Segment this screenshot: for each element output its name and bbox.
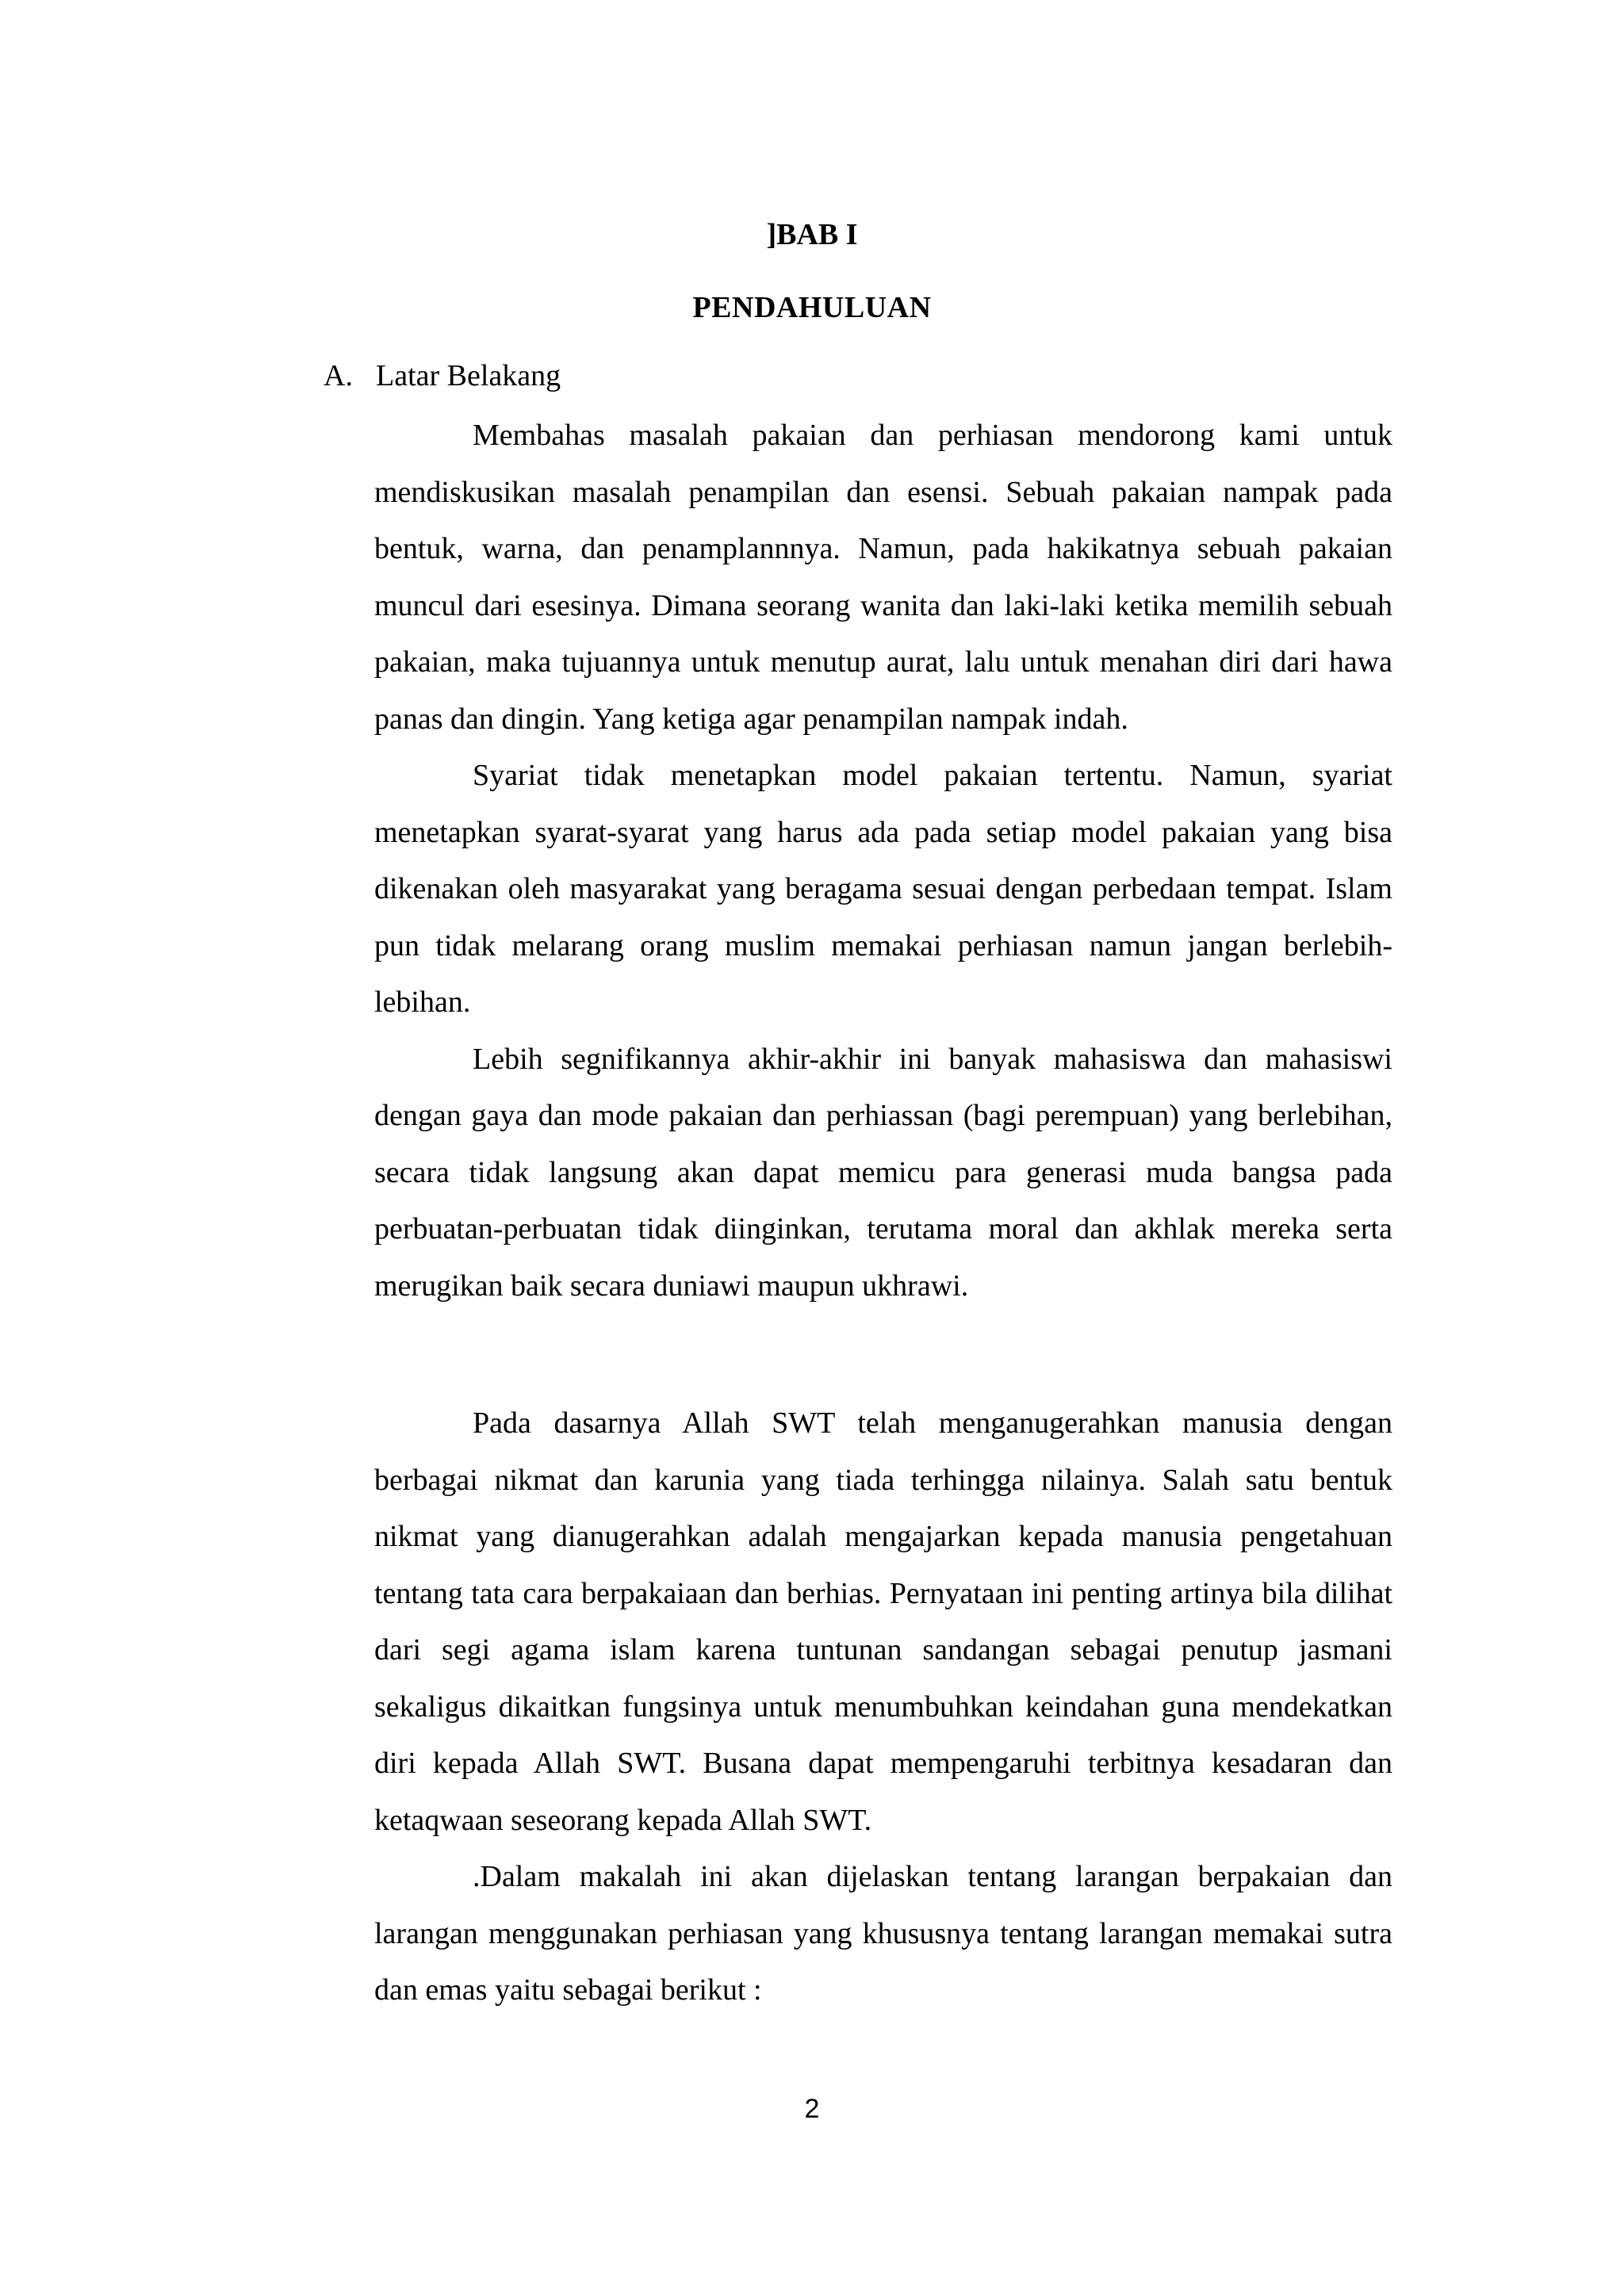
page-number: 2 xyxy=(804,2094,820,2124)
paragraph-4: Pada dasarnya Allah SWT telah menganugerahkan manusia dengan berbagai nikmat dan karunia yang tiada terhingga nilainya. Salah satu bentuk nikmat yang dianugerahkan adalah mengajarkan kepada manusia pengetahuan tentang tata cara berpakaiaan dan berhias. Pernyataan ini penting artinya bila dilihat dari segi agama islam karena tuntunan sandangan sebagai penutup jasmani sekaligus dikaitkan fungsinya untuk menumbuhkan keindahan guna mendekatkan diri kepada Allah SWT. Busana dapat mempengaruhi terbitnya kesadaran dan ketaqwaan seseorang kepada Allah SWT. xyxy=(374,1406,1392,1837)
section-heading xyxy=(324,357,561,395)
section-title: Latar Belakang xyxy=(376,359,561,392)
section-marker: A. xyxy=(324,359,353,392)
paragraph-5: .Dalam makalah ini akan dijelaskan tentang larangan berpakaian dan larangan menggunakan perhiasan yang khususnya tentang larangan memakai sutra dan emas yaitu sebagai berikut : xyxy=(374,1860,1392,2007)
chapter-title: PENDAHULUAN xyxy=(692,291,932,324)
paragraph-3: Lebih segnifikannya akhir-akhir ini banyak mahasiswa dan mahasiswi dengan gaya dan mode pakaian dan perhiassan (bagi perempuan) yang berlebihan, secara tidak langsung akan dapat memicu para generasi muda bangsa pada perbuatan-perbuatan tidak diinginkan, terutama moral dan akhlak mereka serta merugikan baik secara duniawi maupun ukhrawi. xyxy=(374,1042,1392,1303)
paragraph-2: Syariat tidak menetapkan model pakaian tertentu. Namun, syariat menetapkan syarat-syarat yang harus ada pada setiap model pakaian yang bisa dikenakan oleh masyarakat yang beragama sesuai dengan perbedaan tempat. Islam pun tidak melarang orang muslim memakai perhiasan namun jangan berlebih-lebihan. xyxy=(374,759,1392,1019)
body-text-block-one xyxy=(374,408,1392,1314)
body-text-block-two xyxy=(374,1395,1392,2019)
paragraph-1: Membahas masalah pakaian dan perhiasan mendorong kami untuk mendiskusikan masalah penampilan dan esensi. Sebuah pakaian nampak pada bentuk, warna, dan penamplannnya. Namun, pada hakikatnya sebuah pakaian muncul dari esesinya. Dimana seorang wanita dan laki-laki ketika memilih sebuah pakaian, maka tujuannya untuk menutup aurat, lalu untuk menahan diri dari hawa panas dan dingin. Yang ketiga agar penampilan nampak indah. xyxy=(374,419,1392,736)
chapter-number: ]BAB I xyxy=(766,218,858,251)
